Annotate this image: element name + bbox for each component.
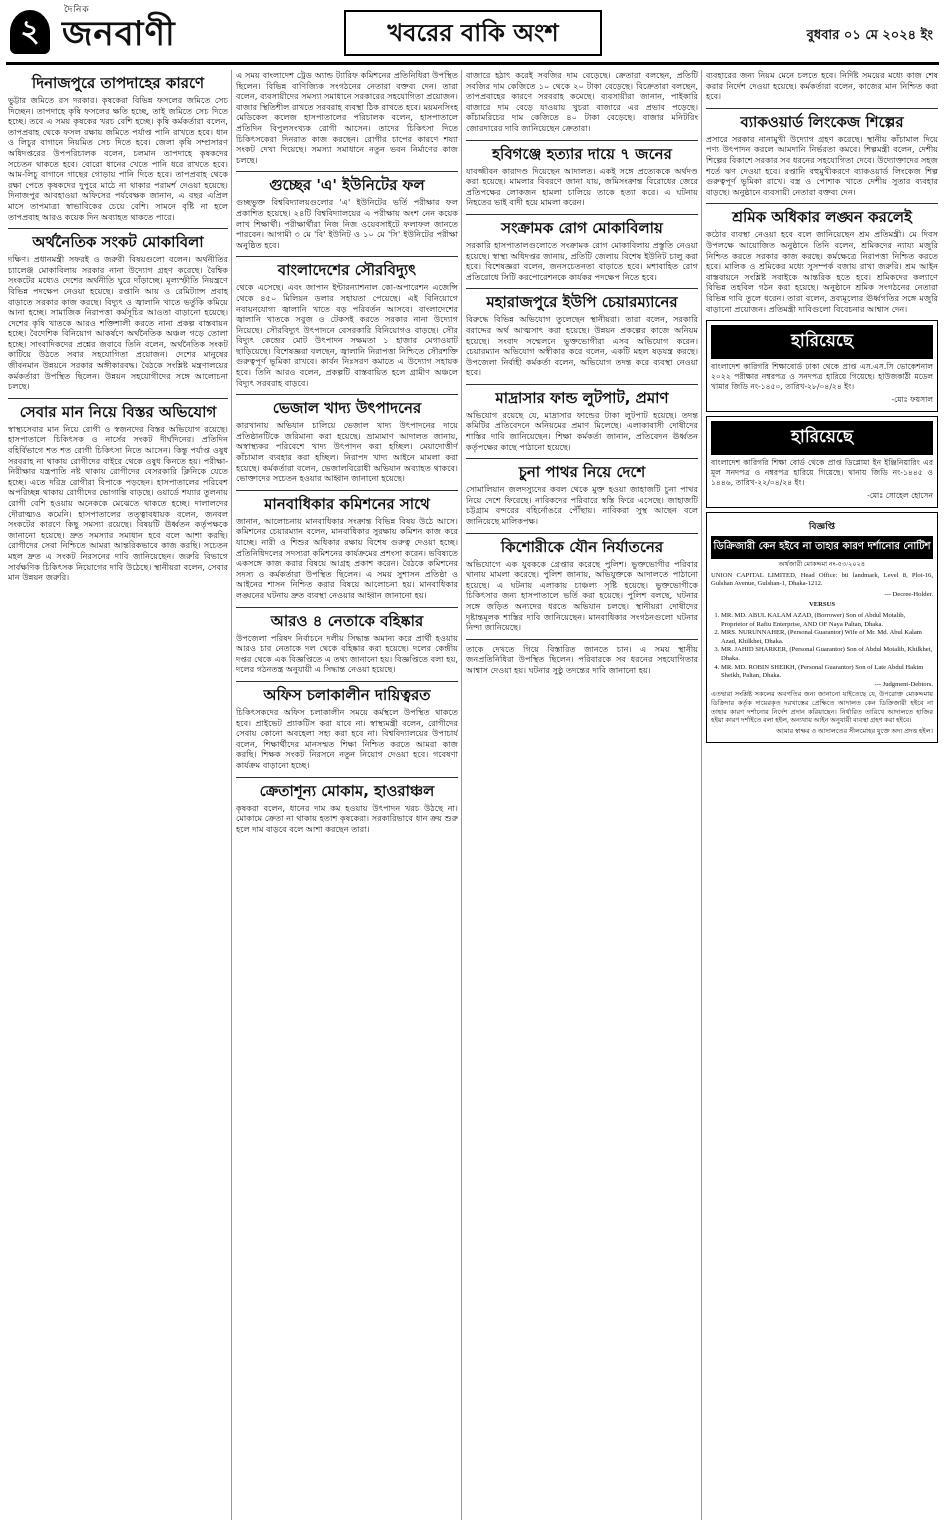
article-divider (466, 288, 698, 289)
lost-ad-signature: -মোঃ ফয়সাল (891, 395, 933, 405)
article-divider (236, 777, 458, 778)
column-2 (236, 70, 458, 1520)
news-article (706, 70, 938, 102)
article-headline: বাংলাদেশের সৌরবিদ্যুৎ (277, 261, 417, 280)
article-body: কঠোর ব্যবস্থা নেওয়া হবে বলে জানিয়েছেন শ্রম প্রতিমন্ত্রী। মে দিবস উপলক্ষে আয়োজিত অনুষ্ঠানে তিনি বলেন, শ্রমিকদের ন্যায্য মজুরি নিশ্চিত করতে সরকার কাজ করছে। কর্মক্ষেত্রে নিরাপত্তা নিশ্চিত করতে হবে। মালিক ও শ্রমিকের মধ্যে সুসম্পর্ক বজায় রাখা জরুরি। শ্রম আইন বাস্তবায়নে সংশ্লিষ্ট সবাইকে আন্তরিক হতে হবে। শ্রমিকদের কল্যাণে বিভিন্ন তহবিল গঠন করা হয়েছে। অনুষ্ঠানে শ্রমিক সংগঠনের নেতারা বিভিন্ন দাবি তুলে ধরেন। তারা বলেন, দ্রব্যমূল্যের ঊর্ধ্বগতির সঙ্গে মজুরি বাড়ানো প্রয়োজন। প্রতিমন্ত্রী দাবিগুলো বিবেচনার আশ্বাস দেন। (706, 229, 938, 314)
column-divider (461, 70, 462, 1520)
decree-holder: UNION CAPITAL LIMITED, Head Office: bti landmark, Level 8, Plot-16, Gulshan Avenue, Gulshan-1, Dhaka-1212. (711, 571, 933, 588)
news-article (236, 70, 458, 165)
news-article (466, 389, 698, 452)
debtor-item: 3. MR. JAHID SHARKER, (Personal Guarantor) Son of Abdul Motalib, Khilkhet, Dhaka. (721, 646, 933, 663)
article-body: অভিযোগ রয়েছে যে, মাদ্রাসার ফান্ডের টাকা লুটপাট হয়েছে। তদন্ত কমিটির প্রতিবেদনে অনিয়মের প্রমাণ মিলেছে। এলাকাবাসী দোষীদের শাস্তির দাবি জানিয়েছেন। শিক্ষা কর্মকর্তা জানান, প্রতিবেদন ঊর্ধ্বতন কর্তৃপক্ষের কাছে পাঠানো হয়েছে। (466, 409, 698, 452)
article-divider (466, 533, 698, 534)
article-divider (8, 398, 228, 399)
decree-holder-label: --- Decree-Holder. (884, 590, 933, 598)
article-headline: দিনাজপুরে তাপদাহের কারণে (31, 74, 205, 92)
notice-signature: আমার স্বাক্ষর ও আদালতের সীলমোহর যুক্তে অদ্য প্রদত্ত হইল। (776, 727, 933, 735)
news-article (706, 113, 938, 198)
news-article (236, 495, 458, 601)
article-headline: হবিগঞ্জে হত্যার দায়ে ৭ জনের (492, 144, 672, 163)
article-divider (466, 639, 698, 640)
newspaper-logo (62, 5, 176, 65)
article-divider (236, 256, 458, 257)
lost-ad-body: বাংলাদেশ কারিগরি শিক্ষা বোর্ড থেকে প্রাপ্ত ডিপ্লোমা ইন ইঞ্জিনিয়ারিং এর মূল সনদপত্র ও নম্বরপত্র হারিয়ে গিয়েছে। থানায় জিডি নং-১৪৪৫ ও ১৪৪৬, তারিখ-২২/০৪/২৪ ইং। (711, 458, 933, 488)
article-headline: মহারাজপুরে ইউপি চেয়ারম্যানের (486, 293, 678, 312)
article-divider (466, 140, 698, 141)
logo-text: জনবাণী (62, 14, 176, 54)
article-divider (236, 394, 458, 395)
notice-body: এতদ্বারা সংশ্লিষ্ট সকলের অবগতির জন্য জানানো যাইতেছে যে, উপরোক্ত মোকদ্দমায় ডিক্রিদার কর্তৃক দায়েরকৃত দরখাস্তের প্রেক্ষিতে আদালত কেন ডিক্রিজারী হইবে না তাহার কারণ দর্শানোর নির্দেশ প্রদান করিয়াছেন। নির্ধারিত তারিখে আদালতে হাজির হইয়া কারণ দর্শাইতে বলা হইল, অন্যথায় আইন অনুযায়ী ব্যবস্থা গ্রহণ করা হইবে। (711, 691, 933, 725)
page-number: ২ (10, 10, 50, 54)
article-body: তাকে দেখতে গিয়ে বিস্তারিত জানতে চান। এ সময় স্থানীয় জনপ্রতিনিধিরা উপস্থিত ছিলেন। পরিবারকে সব ধরনের সহযোগিতার আশ্বাস দেওয়া হয়। ঘটনার সুষ্ঠু তদন্তের দাবি জানানো হয়। (466, 643, 698, 675)
article-body: থেকে এসেছে। এবং জাপান ইন্টারন্যাশনাল কো-অপারেশন এজেন্সি থেকে ৪৫০ মিলিয়ন ডলার সহায়তা পেয়েছে। এই বিনিয়োগে নবায়নযোগ্য জ্বালানি খাতে বড় পরিবর্তন আসবে। বাংলাদেশের জ্বালানি খাতকে সবুজ ও টেকসই করতে সরকার নানা উদ্যোগ নিয়েছে। সৌরবিদ্যুৎ উৎপাদনে বেসরকারি বিনিয়োগও বাড়ছে। সৌর বিদ্যুৎ কেন্দ্রের মোট উৎপাদন সক্ষমতা ১ হাজার মেগাওয়াট ছাড়িয়েছে। বিশেষজ্ঞরা বলছেন, জ্বালানি নিরাপত্তা নিশ্চিতে সৌরশক্তি গুরুত্বপূর্ণ ভূমিকা রাখবে। কার্বন নিঃসরণ কমাতে এ উদ্যোগ সহায়ক হবে। তিনি আরও বলেন, প্রকল্পটি বাস্তবায়িত হলে গ্রামীণ অঞ্চলে বিদ্যুৎ সরবরাহ বাড়বে। (236, 282, 458, 388)
news-article (236, 261, 458, 388)
news-article (466, 145, 698, 208)
article-divider (706, 108, 938, 109)
article-headline: চুনা পাথর নিয়ে দেশে (518, 463, 646, 482)
article-body: বিরুদ্ধে বিভিন্ন অভিযোগ তুলেছেন স্থানীয়রা। তারা বলেন, সরকারি বরাদ্দের অর্থ আত্মসাৎ করা হয়েছে। উন্নয়ন প্রকল্পের কাজে অনিয়ম হয়েছে। সংবাদ সম্মেলনে ভুক্তভোগীরা এসব অভিযোগ করেন। চেয়ারম্যান অভিযোগ অস্বীকার করে বলেন, একটি মহল ষড়যন্ত্র করছে। উপজেলা নির্বাহী কর্মকর্তা বলেন, অভিযোগ তদন্ত করে ব্যবস্থা নেওয়া হবে। (466, 314, 698, 378)
article-divider (466, 384, 698, 385)
news-article (8, 403, 228, 583)
debtor-item: 1. MR. MD. ABUL KALAM AZAD, (Borrower) Son of Abdul Motalib, Proprietor of Rafiu Enterprise, AND OF Naya Paltan, Dhaka. (721, 612, 933, 629)
notice-title-bar: ডিক্রিজারী কেন হইবে না তাহার কারণ দর্শানোর নোটিশ (711, 536, 933, 559)
article-body: জানান, আলোচনায় মানবাধিকার সংক্রান্ত বিভিন্ন বিষয় উঠে আসে। কমিশনের চেয়ারম্যান বলেন, মানবাধিকার সুরক্ষায় কমিশন কাজ করে যাচ্ছে। নারী ও শিশুর অধিকার রক্ষায় বিশেষ গুরুত্ব দেওয়া হচ্ছে। প্রতিনিধিদলের সদস্যরা কমিশনের কার্যক্রমের প্রশংসা করেন। ভবিষ্যতে একসঙ্গে কাজ করার বিষয়ে আগ্রহ প্রকাশ করেন। বৈঠকে কমিশনের সদস্য ও কর্মকর্তারা উপস্থিত ছিলেন। এ সময় সুশাসন প্রতিষ্ঠা ও আইনের শাসন নিশ্চিত করার বিষয়ে আলোচনা হয়। মানবাধিকার লঙ্ঘনের ঘটনায় দ্রুত ব্যবস্থা নেওয়ার আহ্বান জানানো হয়। (236, 515, 458, 600)
column-3 (466, 70, 698, 1520)
news-article (8, 74, 228, 222)
news-article (236, 176, 458, 250)
article-headline: শ্রমিক অধিকার লঙ্ঘন করলেই (732, 208, 912, 227)
article-divider (236, 171, 458, 172)
column-4 (706, 70, 938, 1520)
article-body: গুচ্ছভুক্ত বিশ্ববিদ্যালয়গুলোর 'এ' ইউনিটের ভর্তি পরীক্ষার ফল প্রকাশিত হয়েছে। ২৪টি বিশ্ববিদ্যালয়ের এ পরীক্ষায় অংশ নেন কয়েক লাখ শিক্ষার্থী। পরীক্ষার্থীরা নিজ নিজ ওয়েবসাইটে ফলাফল জানতে পারবেন। আগামী ৩ মে 'বি' ইউনিট ও ১০ মে 'সি' ইউনিটের পরীক্ষা অনুষ্ঠিত হবে। (236, 197, 458, 250)
masthead (6, 4, 939, 65)
article-divider (466, 214, 698, 215)
column-divider (231, 70, 232, 1520)
section-title: খবরের বাকি অংশ (344, 10, 602, 56)
article-headline: আরও ৪ নেতাকে বহিষ্কার (270, 611, 424, 630)
article-headline: ব্যাকওয়ার্ড লিংকেজ শিল্পের (740, 112, 904, 131)
news-article (466, 463, 698, 526)
dateline: বুধবার ০১ মে ২০২৪ ইং (806, 28, 933, 43)
lost-ad-1 (706, 320, 938, 412)
article-headline: কিশোরীকে যৌন নির্যাতনের (500, 537, 664, 556)
lost-ad-title: হারিয়েছে (711, 421, 933, 455)
lost-ad-title: হারিয়েছে (711, 325, 933, 359)
article-body: চিকিৎসকদের অফিস চলাকালীন সময়ে কর্মস্থলে উপস্থিত থাকতে হবে। প্রাইভেট প্র্যাকটিস করা যাবে না। স্বাস্থ্যমন্ত্রী বলেন, রোগীদের সেবায় কোনো অবহেলা সহ্য করা হবে না। বিশ্ববিদ্যালয়ের উপাচার্য বলেন, শিক্ষার্থীদের মানসম্মত শিক্ষা নিশ্চিত করতে আমরা কাজ করছি। শিক্ষক সংকট নিরসনে নতুন নিয়োগ দেওয়া হবে। গবেষণা কার্যক্রম বাড়ানো হচ্ছে। (236, 706, 458, 770)
debtors-label: --- Judgment-Debtors. (874, 680, 933, 688)
debtor-list (711, 612, 933, 681)
article-body: ব্যবহারের জন্য নিয়ম মেনে চলতে হবে। নির্দিষ্ট সময়ের মধ্যে কাজ শেষ করার নির্দেশ দেওয়া হয়েছে। কর্মকর্তারা বলেন, কাজের মান নিশ্চিত করা হবে। (706, 70, 938, 102)
article-body: অভিযোগে এক যুবককে গ্রেপ্তার করেছে পুলিশ। ভুক্তভোগীর পরিবার থানায় মামলা করেছে। পুলিশ জানায়, অভিযুক্তকে আদালতে পাঠানো হয়েছে। এ ঘটনায় এলাকায় চাঞ্চল্য সৃষ্টি হয়েছে। ভুক্তভোগীকে চিকিৎসার জন্য হাসপাতালে ভর্তি করা হয়েছে। পুলিশ বলছে, ঘটনার সঙ্গে জড়িত অন্যদের ধরতে অভিযান চলছে। স্থানীয়রা দোষীদের দৃষ্টান্তমূলক শাস্তির দাবি জানিয়েছেন। মানবাধিকার সংগঠনগুলো ঘটনার নিন্দা জানিয়েছে। (466, 558, 698, 633)
legal-notice (706, 512, 938, 743)
news-article (236, 782, 458, 835)
article-body: কারখানায় অভিযান চালিয়ে ভেজাল খাদ্য উৎপাদনের দায়ে প্রতিষ্ঠানটিকে জরিমানা করা হয়েছে। ভ্রাম্যমাণ আদালত জানায়, অস্বাস্থ্যকর পরিবেশে খাদ্য উৎপাদন করা হচ্ছিল। মেয়াদোত্তীর্ণ কাঁচামাল ব্যবহার করা হচ্ছিল। নিরাপদ খাদ্য আইনে মামলা করা হয়েছে। কর্মকর্তারা বলেন, ভেজালবিরোধী অভিযান অব্যাহত থাকবে। ভোক্তাদের সচেতন হওয়ার আহ্বান জানানো হয়েছে। (236, 420, 458, 484)
article-divider (8, 228, 228, 229)
article-body: উপজেলা পরিষদ নির্বাচনে দলীয় সিদ্ধান্ত অমান্য করে প্রার্থী হওয়ায় আরও চার নেতাকে দল থেকে বহিষ্কার করা হয়েছে। দলের কেন্দ্রীয় দপ্তর থেকে এক বিজ্ঞপ্তিতে এ তথ্য জানানো হয়। বিজ্ঞপ্তিতে বলা হয়, দলের গঠনতন্ত্র অনুযায়ী এ সিদ্ধান্ত নেওয়া হয়েছে। (236, 632, 458, 675)
debtor-item: 4. MR. MD. ROBIN SHEIKH, (Personal Guarantor) Son of Late Abdul Hakim Sheikh, Paltan, Dhaka. (721, 664, 933, 681)
article-body: এ সময় বাংলাদেশ ট্রেড অ্যান্ড ট্যারিফ কমিশনের প্রতিনিধিরা উপস্থিত ছিলেন। বিভিন্ন বাণিজ্যিক সংগঠনের নেতারা বক্তব্য দেন। তারা বলেন, ব্যবসায়ীদের সমস্যা সমাধানে সরকারের সহযোগিতা প্রয়োজন। বাজার স্থিতিশীল রাখতে সরবরাহ ব্যবস্থা ঠিক রাখতে হবে। ময়মনসিংহ মেডিকেল কলেজ হাসপাতালের পরিচালক বলেন, হাসপাতালে প্রতিদিন বিপুলসংখ্যক রোগী আসেন। তাদের চিকিৎসা দিতে চিকিৎসকেরা দিনরাত কাজ করছেন। রোগীর চাপের কারণে শয্যা সংকট দেখা দিয়েছে। সমস্যা সমাধানে নতুন ভবন নির্মাণের কাজ চলছে। (236, 70, 458, 165)
article-body: প্রসারে সরকার নানামুখী উদ্যোগ গ্রহণ করেছে। স্থানীয় কাঁচামাল দিয়ে পণ্য উৎপাদন করলে আমদানি নির্ভরতা কমবে। শিল্পমন্ত্রী বলেন, দেশীয় শিল্পের বিকাশে সরকার সব ধরনের সহযোগিতা দেবে। উদ্যোক্তাদের সহজ শর্তে ঋণ দেওয়া হবে। রপ্তানি বহুমুখীকরণে ব্যাকওয়ার্ড লিংকেজ শিল্প গুরুত্বপূর্ণ ভূমিকা রাখে। বস্ত্র ও পোশাক খাতে দেশীয় সুতার ব্যবহার বাড়ছে। অনুষ্ঠানে ব্যবসায়ী নেতারা বক্তব্য দেন। (706, 133, 938, 197)
news-article (236, 399, 458, 484)
news-article (466, 70, 698, 134)
news-article (466, 538, 698, 633)
article-divider (236, 607, 458, 608)
article-headline: ক্রেতাশূন্য মোকাম, হাওরাঞ্চল (259, 781, 435, 800)
article-headline: অফিস চলাকালীন দায়িত্বরত (263, 685, 431, 704)
article-body: যাবজ্জীবন কারাদণ্ড দিয়েছেন আদালত। একই সঙ্গে প্রত্যেককে অর্থদণ্ড করা হয়েছে। মামলার বিবরণে জানা যায়, জমিসংক্রান্ত বিরোধের জেরে প্রতিপক্ষের লোকজন হামলা চালিয়ে তাকে হত্যা করে। এ ঘটনায় নিহতের ভাই বাদী হয়ে মামলা করেন। (466, 165, 698, 208)
article-divider (706, 203, 938, 204)
column-4-articles (706, 70, 938, 314)
court-case-line: অর্থজারী মোকদ্দমা নং-৫৩/২০২৪ (778, 561, 866, 569)
article-divider (236, 681, 458, 682)
news-article (466, 293, 698, 378)
logo-small-text: দৈনিক (64, 5, 90, 15)
article-body: সরকারি হাসপাতালগুলোতে সংক্রামক রোগ মোকাবিলায় প্রস্তুতি নেওয়া হয়েছে। স্বাস্থ্য অধিদপ্তর জানায়, প্রতিটি জেলায় বিশেষ ইউনিট চালু করা হবে। বিশেষজ্ঞরা বলেন, জনসচেতনতা বাড়াতে হবে। মশাবাহিত রোগ প্রতিরোধে সিটি করপোরেশনকে কার্যকর পদক্ষেপ নিতে হবে। (466, 239, 698, 282)
article-body: দক্ষিণ। প্রধানমন্ত্রী সফরই ও জরুরী বিষয়গুলো বলেন। অর্থনীতির চ্যালেঞ্জ মোকাবিলায় সরকার নানা উদ্যোগ গ্রহণ করেছে। বৈশ্বিক সংকটের মধ্যেও দেশের অর্থনীতি ঘুরে দাঁড়াচ্ছে। মূল্যস্ফীতি নিয়ন্ত্রণে বিভিন্ন পদক্ষেপ নেওয়া হয়েছে। রপ্তানি আয় ও রেমিট্যান্স প্রবাহ বাড়াতে সরকার কাজ করছে। বিদ্যুৎ ও জ্বালানি খাতে ভর্তুকি কমিয়ে আনা হচ্ছে। সামাজিক নিরাপত্তা কর্মসূচির আওতা বাড়ানো হয়েছে। দেশের কৃষি খাতকে আরও শক্তিশালী করতে নানা প্রকল্প বাস্তবায়ন হচ্ছে। বৈদেশিক বিনিয়োগ আকর্ষণে অর্থনৈতিক অঞ্চল গড়ে তোলা হচ্ছে। সাংবাদিকদের প্রশ্নের জবাবে তিনি বলেন, অর্থনৈতিক সংকট কাটিয়ে উঠতে সবার সহযোগিতা প্রয়োজন। দেশের মানুষের জীবনমান উন্নয়নে সরকার অঙ্গীকারবদ্ধ। বৈঠকে সংশ্লিষ্ট মন্ত্রণালয়ের কর্মকর্তারা উপস্থিত ছিলেন। উন্নয়ন সহযোগীদের সঙ্গে আলোচনা চলছে। (8, 254, 228, 392)
article-divider (466, 458, 698, 459)
article-headline: মানবাধিকার কমিশনের সাথে (264, 494, 430, 513)
article-headline: মাদ্রাসার ফান্ড লুটপাট, প্রমাণ (495, 388, 669, 407)
article-headline: সংক্রামক রোগ মোকাবিলায় (501, 218, 663, 237)
article-headline: সেবার মান নিয়ে বিস্তর অভিযোগ (19, 402, 217, 421)
news-article (236, 686, 458, 771)
column-1 (8, 70, 228, 1520)
news-article (8, 233, 228, 392)
debtor-item: 2. MRS. NURUNNAHER, (Personal Guarantor) Wife of Mr. Md. Abul Kalam Azad, Khilkhet, Dhaka. (721, 629, 933, 646)
news-article (706, 208, 938, 314)
article-divider (236, 490, 458, 491)
article-headline: অর্থনৈতিক সংকট মোকাবিলা (32, 233, 204, 252)
news-article (466, 219, 698, 282)
versus-label: VERSUS (808, 601, 836, 609)
news-article (236, 612, 458, 675)
article-body: বাজারে হঠাৎ করেই সবজির দাম বেড়েছে। ক্রেতারা বলছেন, প্রতিটি সবজির দাম কেজিতে ১০ থেকে ২০ টাকা বেড়েছে। বিক্রেতারা বলছেন, তাপপ্রবাহের কারণে সরবরাহ কমেছে। ব্যবসায়ীরা জানান, পাইকারি বাজারে দাম বেড়ে যাওয়ায় খুচরা বাজারে এর প্রভাব পড়েছে। কাঁচামরিচের দাম কেজিতে ৪০ টাকা বেড়েছে। বাজার মনিটরিং জোরদারের দাবি জানিয়েছেন ক্রেতারা। (466, 70, 698, 133)
article-body: সোমালিয়ান জলদস্যুদের কবল থেকে মুক্ত হওয়া জাহাজটি চুনা পাথর নিয়ে দেশে ফিরেছে। নাবিকদের পরিবারে স্বস্তি ফিরে এসেছে। জাহাজটি চট্টগ্রাম বন্দরের বহির্নোঙরে পৌঁছায়। নাবিকরা সুস্থ আছেন বলে জানিয়েছে মালিকপক্ষ। (466, 484, 698, 527)
article-body: কৃষকরা বলেন, ধানের দাম কম হওয়ায় উৎপাদন খরচ উঠছে না। মোকামে ক্রেতা না থাকায় হতাশ কৃষকেরা। সরকারিভাবে ধান ক্রয় শুরু হলে দাম বাড়বে বলে আশা করছেন তারা। (236, 802, 458, 834)
news-article (466, 644, 698, 676)
column-divider (701, 70, 702, 1520)
article-headline: গুচ্ছের 'এ' ইউনিটের ফল (269, 176, 425, 195)
article-body: স্বাস্থ্যসেবার মান নিয়ে রোগী ও স্বজনদের বিস্তর অভিযোগ রয়েছে। হাসপাতালে চিকিৎসক ও নার্সের সংকট দীর্ঘদিনের। প্রতিদিন বহির্বিভাগে শত শত রোগী চিকিৎসা নিতে আসেন। কিন্তু পর্যাপ্ত ওষুধ সরবরাহ না থাকায় রোগীদের বাইরে থেকে ওষুধ কিনতে হয়। পরীক্ষা-নিরীক্ষার যন্ত্রপাতি নষ্ট থাকায় রোগীদের বেসরকারি ক্লিনিকে যেতে হচ্ছে। এতে দরিদ্র রোগীরা বিপাকে পড়ছেন। হাসপাতালের পরিবেশ অপরিচ্ছন্ন থাকায় রোগীদের ভোগান্তি বাড়ছে। ওয়ার্ডে শয্যার তুলনায় রোগী বেশি হওয়ায় অনেককে মেঝেতে থাকতে হচ্ছে। দালালদের দৌরাত্ম্যও কমেনি। হাসপাতালের তত্ত্বাবধায়ক বলেন, জনবল সংকটের কারণে কিছু সমস্যা রয়েছে। বিষয়টি ঊর্ধ্বতন কর্তৃপক্ষকে জানানো হয়েছে। দ্রুত সমস্যার সমাধান হবে বলে আশা করছি। রোগীদের সেবা নিশ্চিতে আমরা আন্তরিকভাবে কাজ করছি। সচেতন মহল দ্রুত এ সংকট নিরসনের দাবি জানিয়েছেন। জরুরি বিভাগে সার্বক্ষণিক চিকিৎসক নিয়োগের দাবি উঠেছে। স্থানীয়রা বলেন, সেবার মান উন্নয়ন জরুরি। (8, 423, 228, 583)
article-body: ভুট্টার জমিতে রস দরকার। কৃষকেরা বিভিন্ন ফসলের জমিতে সেচ দিচ্ছেন। তাপদাহে কৃষি ফসলের ক্ষতি হচ্ছে, তাই জমিতে সেচ দিতে হচ্ছে। তবে এ সময় কৃষকের খরচ বেশি হচ্ছে। কৃষি কর্মকর্তারা বলেন, তাপপ্রবাহ থেকে ফসল রক্ষায় জমিতে পর্যাপ্ত পানি রাখতে হবে। ধান ও লিচুর বাগানে নিয়মিত সেচ দিতে হবে। জেলা কৃষি সম্প্রসারণ অধিদপ্তরের উপপরিচালক বলেন, চলমান তাপদাহে কৃষকদের সচেতন থাকতে হবে। বোরো ধানের খেতে পানি ধরে রাখতে হবে। আম-লিচু বাগানে গাছের গোড়ায় পানি দিতে হবে। তাপপ্রবাহ থেকে রক্ষা পেতে কৃষকদের দুপুরে মাঠে না থাকার পরামর্শ দেওয়া হয়েছে। দিনাজপুর আবহাওয়া অফিসের পর্যবেক্ষক জানান, এ বছর এপ্রিল মাসে তাপমাত্রা স্বাভাবিকের চেয়ে বেশি। সামনে বৃষ্টি না হলে তাপপ্রবাহ আরও কয়েক দিন অব্যাহত থাকতে পারে। (8, 95, 228, 222)
notice-label: বিজ্ঞপ্তি (808, 522, 836, 533)
article-headline: ভেজাল খাদ্য উৎপাদনের (272, 399, 422, 418)
lost-ad-2 (706, 416, 938, 508)
lost-ad-signature: -মোঃ সোহেল হোসেন (867, 491, 933, 501)
lost-ad-body: বাংলাদেশ কারিগরি শিক্ষাবোর্ড ঢাকা থেকে প্রাপ্ত এস.এস.সি ভোকেশনাল ২০২২ পরীক্ষার নম্বরপত্র ও সনদপত্র হারিয়ে গিয়েছে। হাউজকাঠী মডেল খামার জিডি নং-১৪৫০, তারিখ-২৮/০৪/২৪ ইং। (711, 362, 933, 392)
